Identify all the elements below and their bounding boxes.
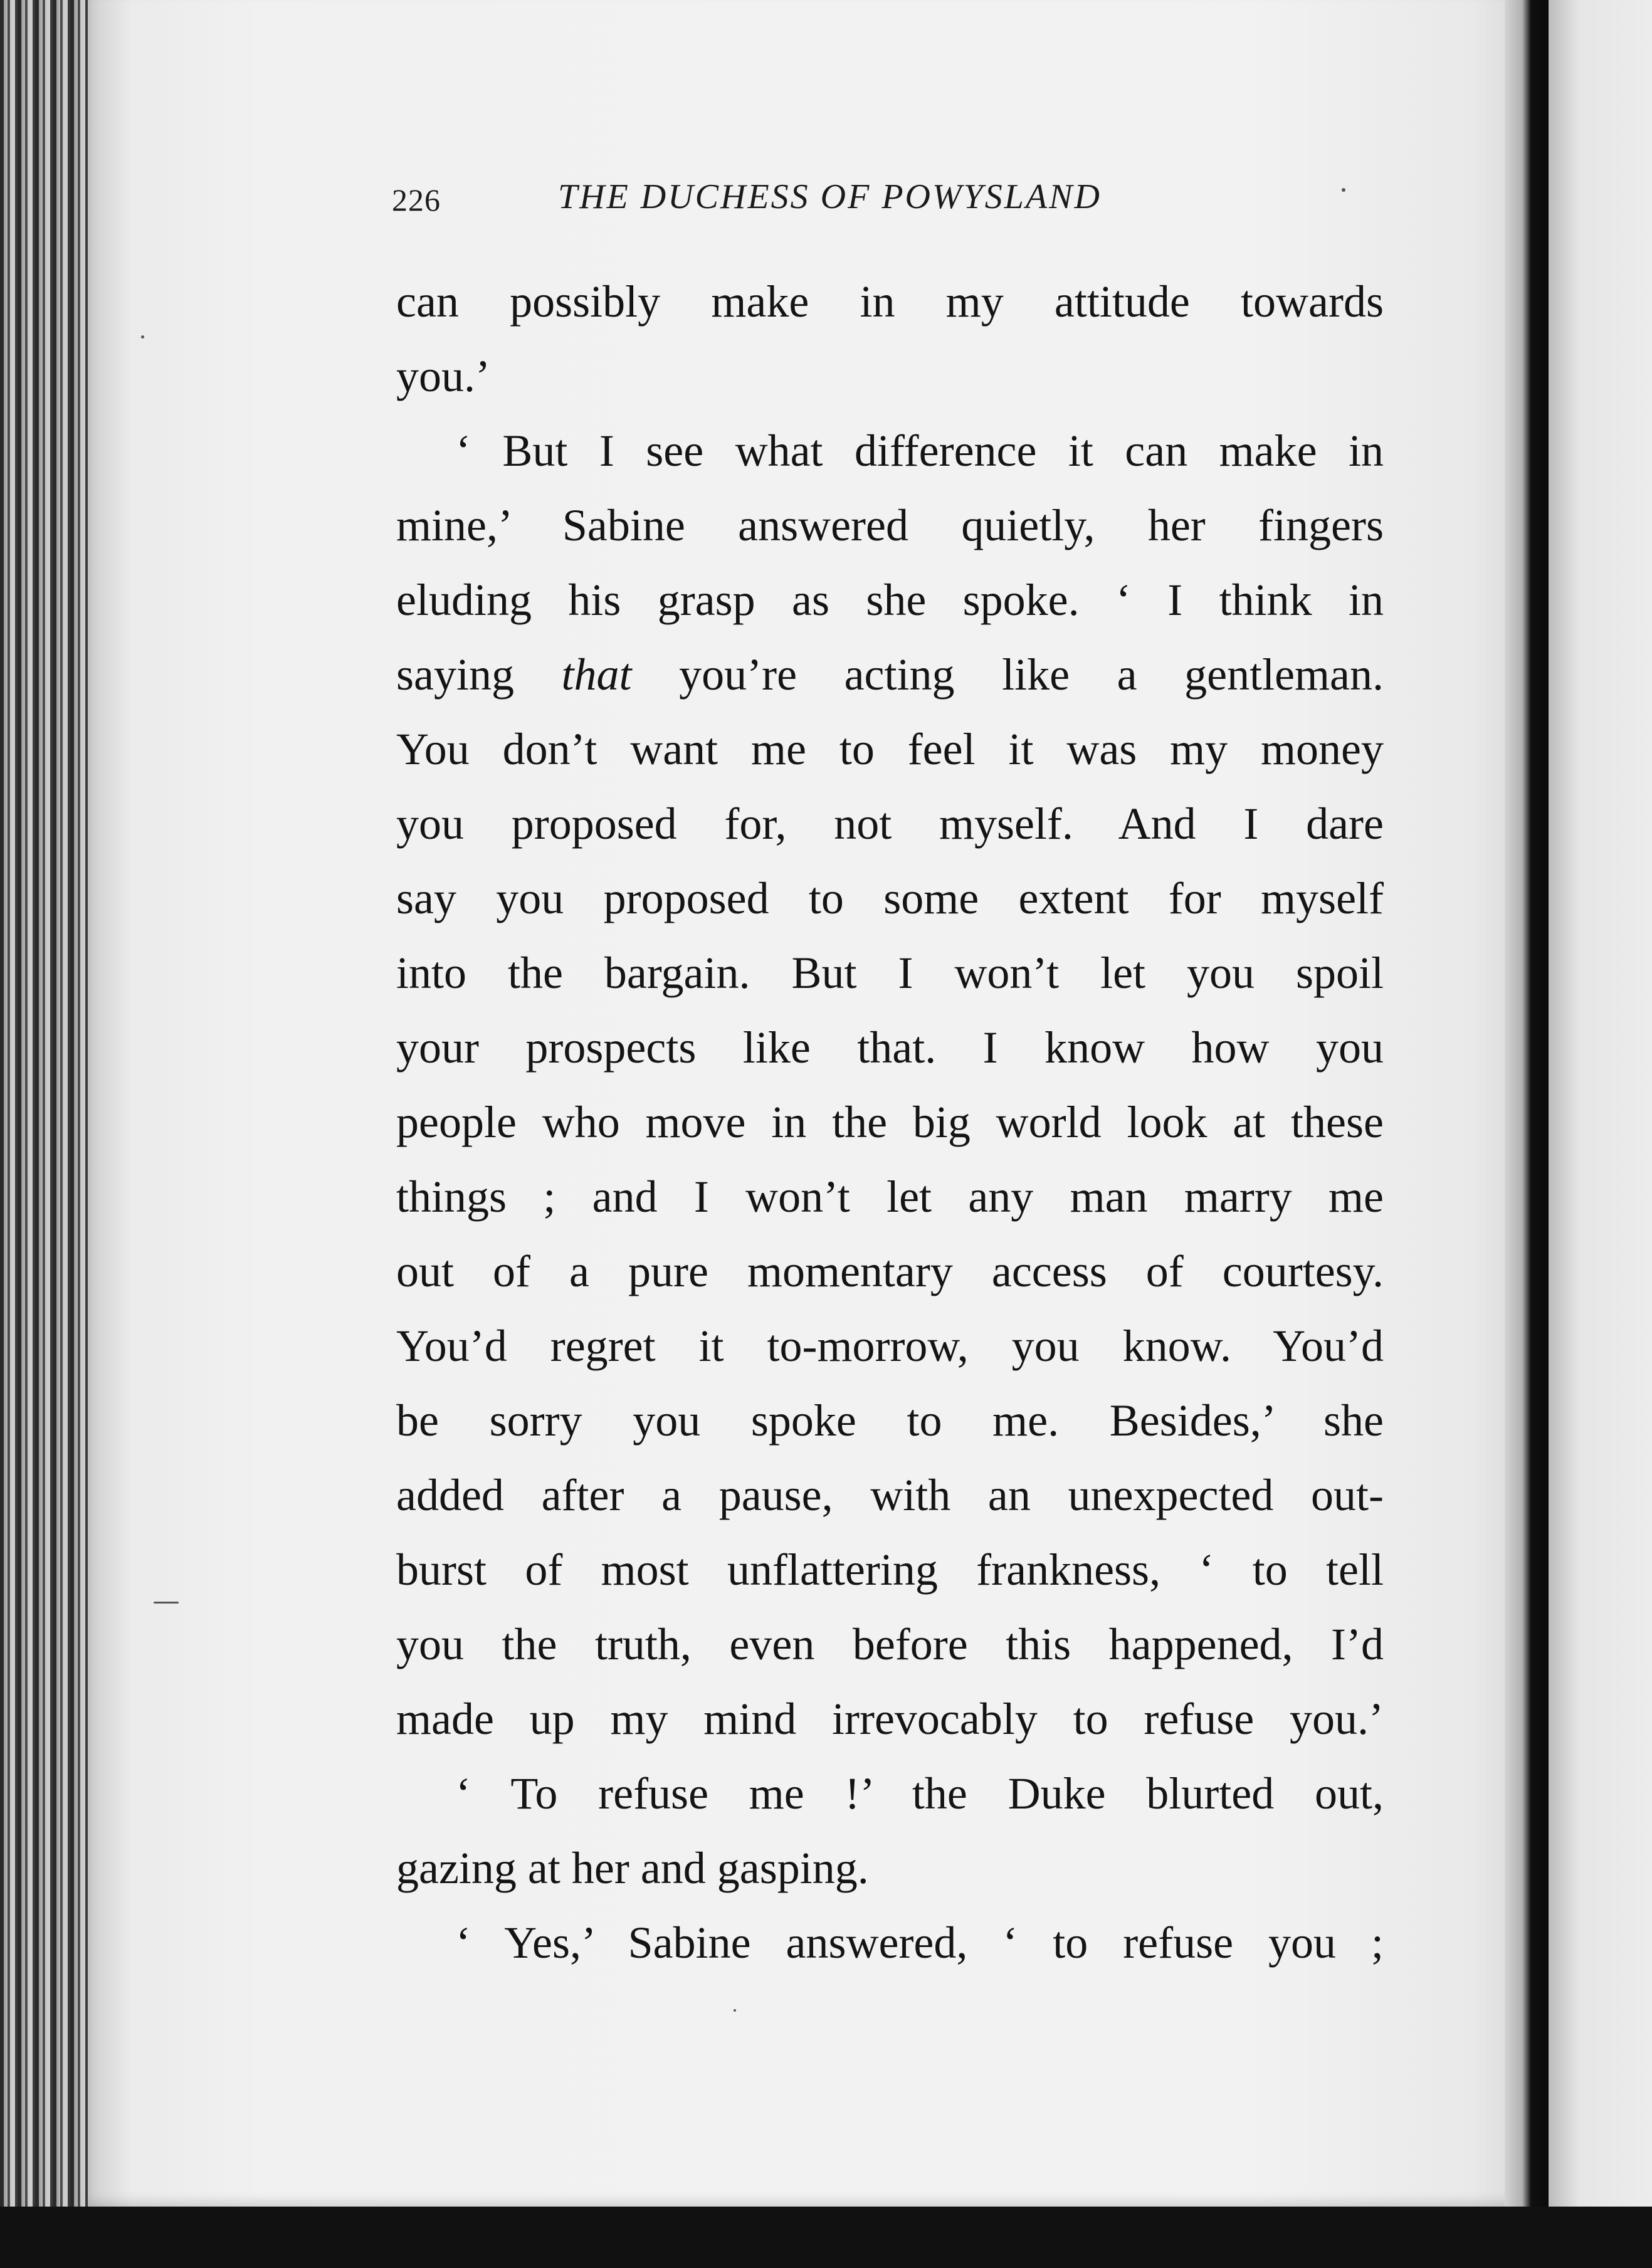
- text-line: made up my mind irrevocably to refuse you.’: [396, 1694, 1384, 1744]
- text-line: your prospects like that. I know how you: [396, 1022, 1384, 1073]
- text-line: ‘ To refuse me !’ the Duke blurted out,: [456, 1768, 1384, 1819]
- text-line: added after a pause, with an unexpected out-: [396, 1470, 1384, 1520]
- page-number: 226: [392, 182, 441, 218]
- text-line: people who move in the big world look at these: [396, 1097, 1384, 1147]
- text-segment: saying: [396, 649, 514, 700]
- text-line: mine,’ Sabine answered quietly, her fingers: [396, 500, 1384, 550]
- text-line: You’d regret it to-morrow, you know. You’d: [396, 1321, 1384, 1371]
- text-line: into the bargain. But I won’t let you spoil: [396, 948, 1384, 998]
- running-title: THE DUCHESS OF POWYSLAND: [558, 177, 1102, 216]
- text-line: you.’: [396, 351, 490, 401]
- page-header: [392, 177, 1219, 227]
- scan-speck: [141, 335, 144, 339]
- text-line: you the truth, even before this happened, I’d: [396, 1619, 1384, 1669]
- text-line: ‘ Yes,’ Sabine answered, ‘ to refuse you ;: [456, 1918, 1384, 1968]
- scan-speck: [734, 2009, 736, 2012]
- text-line: burst of most unflattering frankness, ‘ to tell: [396, 1545, 1384, 1595]
- facing-page-edge: [1549, 0, 1652, 2213]
- text-line: eluding his grasp as she spoke. ‘ I think in: [396, 575, 1384, 625]
- scan-bottom-border: [0, 2207, 1652, 2268]
- text-line: gazing at her and gasping.: [396, 1843, 869, 1893]
- text-line: can possibly make in my attitude towards: [396, 276, 1384, 327]
- scan-speck: [1342, 188, 1345, 192]
- text-line: You don’t want me to feel it was my money: [396, 724, 1384, 774]
- text-segment: you’re acting like a gentleman.: [679, 649, 1384, 700]
- italic-word: that: [561, 649, 632, 700]
- page-edges: [0, 0, 94, 2219]
- text-line: say you proposed to some extent for myself: [396, 873, 1384, 923]
- body-text: [396, 265, 1384, 1980]
- text-line: things ; and I won’t let any man marry me: [396, 1172, 1384, 1222]
- text-line: you proposed for, not myself. And I dare: [396, 799, 1384, 849]
- text-line: out of a pure momentary access of courtesy.: [396, 1246, 1384, 1296]
- text-line: ‘ But I see what difference it can make in: [456, 426, 1384, 476]
- scan-speck: [154, 1602, 179, 1604]
- text-line: [396, 638, 1384, 712]
- text-line: be sorry you spoke to me. Besides,’ she: [396, 1395, 1384, 1446]
- book-gutter: [1505, 0, 1549, 2232]
